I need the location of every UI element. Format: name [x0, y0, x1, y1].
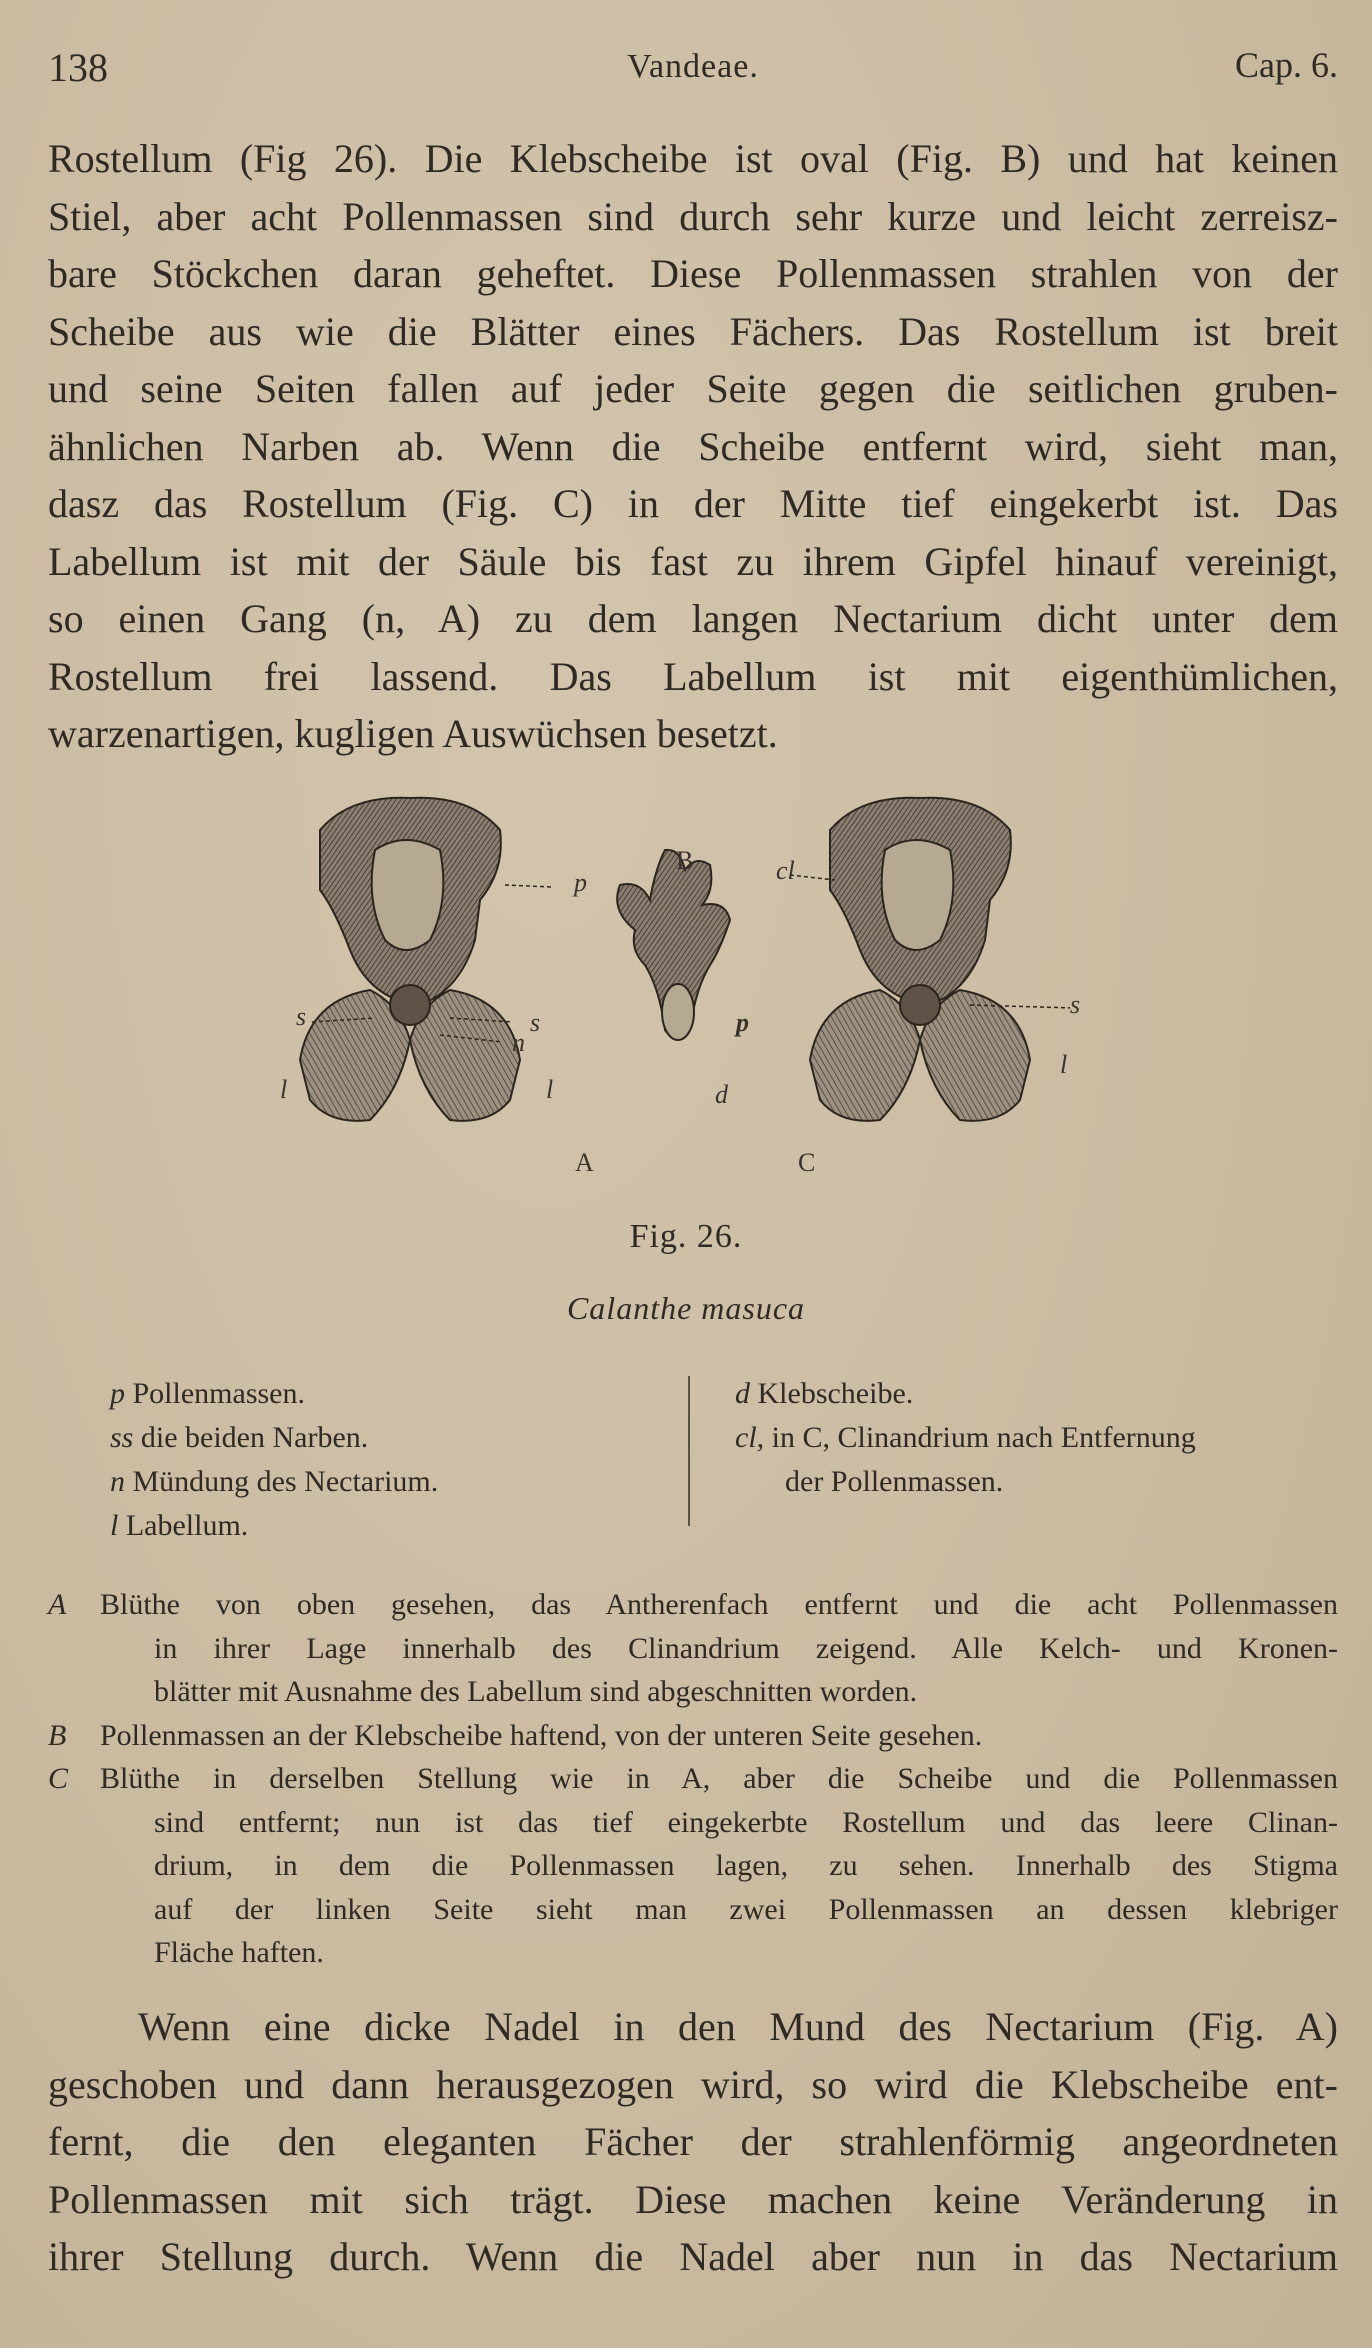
paragraph-line: Wenn eine dicke Nadel in den Mund des Nectarium (Fig. A) [138, 2004, 1338, 2049]
label-n-a: n [512, 1028, 525, 1057]
paragraph-2 [48, 1998, 1338, 2286]
paragraph-line: Labellum ist mit der Säule bis fast zu ihrem Gipfel hinauf vereinigt, [48, 538, 1338, 584]
legend-item: p Pollenmassen. [110, 1377, 305, 1410]
legend-right-column [735, 1372, 1355, 1504]
legend-item: d Klebscheibe. [735, 1377, 914, 1410]
paragraph-line: fernt, die den eleganten Fächer der strahlenförmig angeordneten [48, 2119, 1338, 2164]
paragraph-line: Rostellum (Fig 26). Die Klebscheibe ist oval (Fig. B) und hat keinen [48, 136, 1338, 181]
label-p-b: p [736, 1008, 749, 1037]
label-s-a-left: s [296, 1002, 307, 1031]
legend-item: l Labellum. [110, 1509, 249, 1542]
note-line: drium, in dem die Pollenmassen lagen, zu sehen. Innerhalb des Stigma [154, 1849, 1338, 1882]
legend-item: ss die beiden Narben. [110, 1421, 369, 1454]
figure-notes [48, 1583, 1338, 1975]
note-line: Fläche haften. [154, 1936, 324, 1969]
note-a [48, 1583, 1338, 1714]
note-key: C [48, 1762, 69, 1795]
label-p-a: p [574, 868, 587, 897]
label-s-a-right: s [530, 1008, 541, 1037]
note-b [48, 1714, 1338, 1758]
figure-legend [110, 1372, 1340, 1552]
paragraph-1 [48, 130, 1338, 763]
paragraph-line: warzenartigen, kugligen Auswüchsen besetzt. [48, 711, 778, 756]
figure-a-drawing [300, 798, 552, 1121]
note-line: Pollenmassen an der Klebscheibe haftend, von der unteren Seite gesehen. [100, 1718, 983, 1752]
note-line: blätter mit Ausnahme des Labellum sind abgeschnitten worden. [154, 1675, 918, 1708]
paragraph-line: so einen Gang (n, A) zu dem langen Nectarium dicht unter dem [48, 596, 1338, 641]
note-line: in ihrer Lage innerhalb des Clinandrium zeigend. Alle Kelch- und Kronen- [154, 1631, 1338, 1665]
note-line: auf der linken Seite sieht man zwei Pollenmassen an dessen klebriger [154, 1892, 1338, 1926]
paragraph-line: Stiel, aber acht Pollenmassen sind durch sehr kurze und leicht zerreisz- [48, 193, 1338, 239]
figure-b-drawing [617, 850, 730, 1040]
legend-item: cl, in C, Clinandrium nach Entfernung [735, 1421, 1196, 1454]
label-l-c: l [1060, 1050, 1068, 1079]
label-s-c: s [1070, 990, 1081, 1019]
species-name: Calanthe masuca [566, 1290, 806, 1326]
note-key: B [48, 1718, 67, 1752]
running-title: Vandeae. [627, 48, 759, 85]
paragraph-line: bare Stöckchen daran geheftet. Diese Pollenmassen strahlen von der [48, 251, 1338, 296]
legend-left-column [110, 1372, 670, 1548]
label-b: B [676, 846, 694, 875]
label-c: C [798, 1148, 816, 1177]
paragraph-line: geschoben und dann herausgezogen wird, so wird die Klebscheibe ent- [48, 2061, 1338, 2107]
note-line: Blüthe in derselben Stellung wie in A, aber die Scheibe und die Pollenmassen [100, 1762, 1338, 1795]
paragraph-line: Pollenmassen mit sich trägt. Diese machen keine Veränderung in [48, 2176, 1338, 2222]
note-c [48, 1757, 1338, 1975]
label-l-a-left: l [280, 1075, 288, 1104]
paragraph-line: ähnlichen Narben ab. Wenn die Scheibe entfernt wird, sieht man, [48, 423, 1338, 469]
note-line: sind entfernt; nun ist das tief eingekerbte Rostellum und das leere Clinan- [154, 1805, 1338, 1839]
legend-item: n Mündung des Nectarium. [110, 1465, 439, 1498]
figure-c-drawing [790, 798, 1070, 1121]
page-header [48, 38, 1338, 98]
label-d-b: d [715, 1080, 728, 1109]
paragraph-line: Rostellum frei lassend. Das Labellum ist mit eigenthümlichen, [48, 653, 1338, 699]
chapter-label: Cap. 6. [1235, 45, 1338, 85]
page-number: 138 [48, 45, 108, 90]
note-line: Blüthe von oben gesehen, das Antherenfach entfernt und die acht Pollenmassen [100, 1588, 1338, 1621]
paragraph-line: dasz das Rostellum (Fig. C) in der Mitte tief eingekerbt ist. Das [48, 481, 1338, 526]
label-cl-c: cl [776, 856, 795, 885]
paragraph-line: Scheibe aus wie die Blätter eines Fächers. Das Rostellum ist breit [48, 308, 1338, 354]
legend-item: der Pollenmassen. [785, 1465, 1004, 1498]
figure-caption: Fig. 26. [629, 1218, 743, 1255]
note-key: A [48, 1588, 67, 1621]
label-l-a-right: l [546, 1075, 554, 1104]
paragraph-line: und seine Seiten fallen auf jeder Seite gegen die seitlichen gruben- [48, 366, 1338, 411]
legend-divider [688, 1376, 690, 1526]
figure-26-illustration [280, 790, 1081, 1210]
paragraph-line: ihrer Stellung durch. Wenn die Nadel aber nun in das Nectarium [48, 2234, 1338, 2279]
label-a: A [575, 1148, 594, 1177]
